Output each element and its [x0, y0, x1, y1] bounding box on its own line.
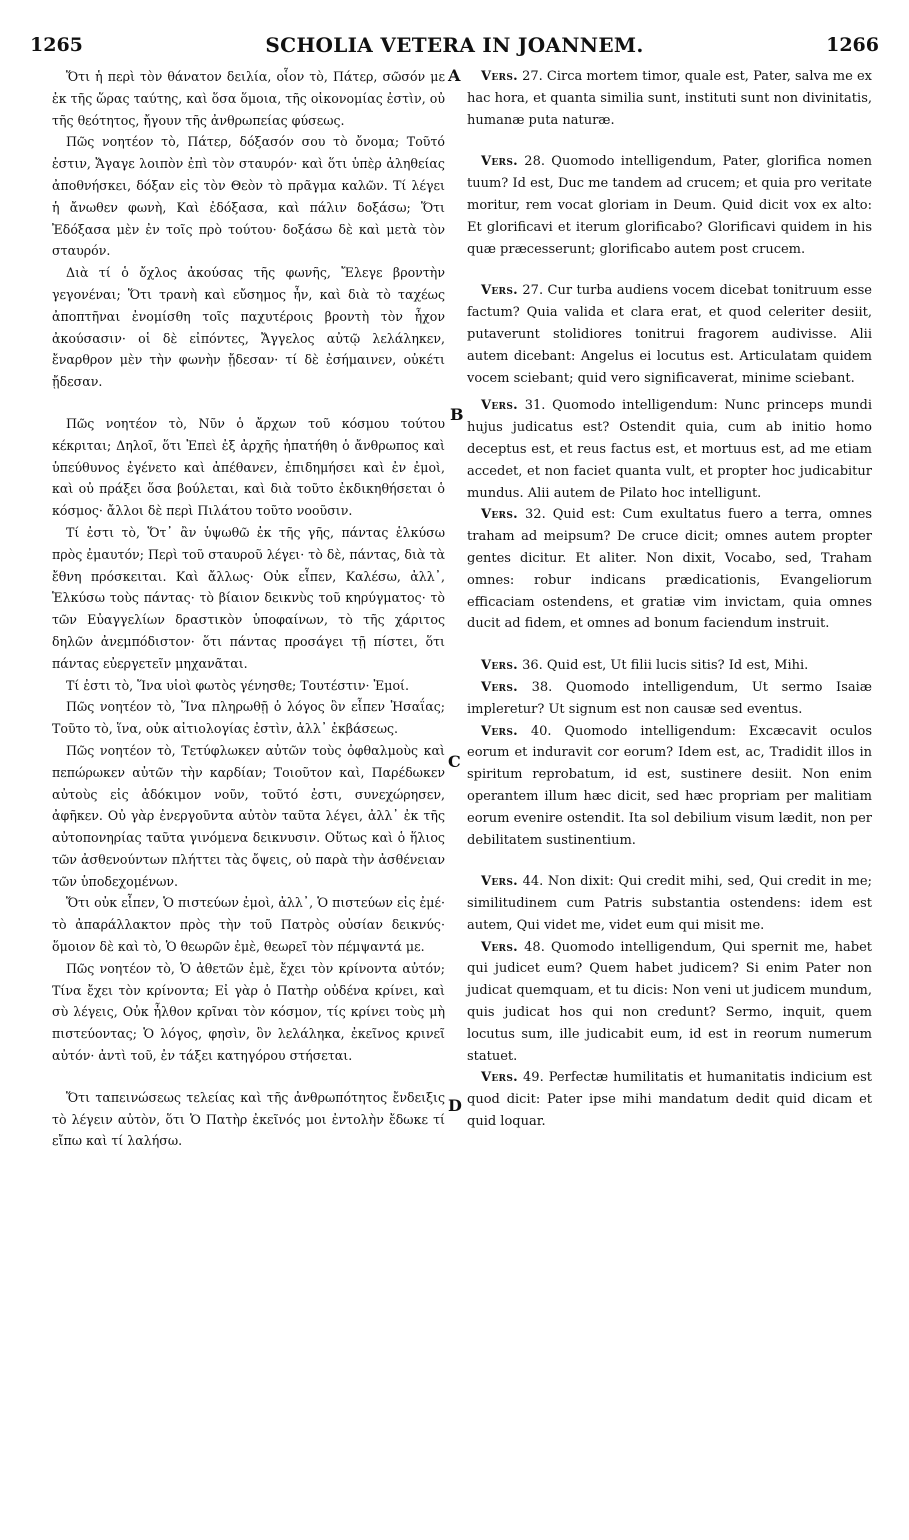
verse-ref: Vers.	[481, 723, 518, 739]
latin-text: 49. Perfectæ humilitatis et humanitatis indicium est quod dicit: Pater ipse mihi mandatum dedit quid dicam et quid loquar.	[467, 1070, 872, 1130]
latin-paragraph	[467, 151, 872, 260]
latin-text: 48. Quomodo intelligendum, Qui spernit me, habet qui judicet eum? Quem habet judicem? Si enim Pater non judicat quemquam, et tu dicis: Non veni ut judicem mundum, quis judicat hos qui non credunt? Sermo, inquit, quem locutus sum, ille judicabit eum, id est in reorum numerum statuet.	[467, 939, 872, 1064]
latin-paragraph	[467, 395, 872, 504]
verse-ref: Vers.	[481, 939, 518, 955]
greek-paragraph: Πῶς νοητέον τὸ, Ὁ ἀθετῶν ἐμὲ, ἔχει τὸν κρίνοντα αὐτόν; Τίνα ἔχει τὸν κρίνοντα; Εἰ γὰρ ὁ Πατὴρ οὐδένα κρίνει, καὶ σὺ λέγεις, Οὐκ ἦλθον κρῖναι τὸν κόσμον, τίς κρίνει τοὺς μὴ πιστεύοντας; Ὁ λόγος, φησὶν, ὃν λελάληκα, ἐκεῖνος κρινεῖ αὐτόν· ἀντὶ τοῦ, ἐν τάξει κατηγόρου στήσεται.	[52, 960, 445, 1064]
verse-ref: Vers.	[481, 283, 518, 299]
greek-column	[52, 66, 445, 1152]
latin-text: 28. Quomodo intelligendum, Pater, glorifica nomen tuum? Id est, Duc me tandem ad crucem; et quia pro veritate moritur, rem vocat gloriam in Deum. Quid dicit vox ex alto: Et glorificavi et iterum glorificabo? Glorificavi quidem in his quæ præcesserunt; glorificabo autem post crucem.	[467, 154, 872, 257]
greek-paragraph: Ὅτι ἡ περὶ τὸν θάνατον δειλία, οἷον τὸ, Πάτερ, σῶσόν με ἐκ τῆς ὥρας ταύτης, καὶ ὅσα ὅμοια, τῆς οἰκονομίας ἐστὶν, οὐ τῆς θεότητος, ἤγουν τῆς ἀνθρωπείας φύσεως.	[52, 69, 445, 128]
running-title: SCHOLIA VETERA IN JOANNEM.	[265, 33, 644, 57]
latin-paragraph	[467, 677, 872, 721]
latin-paragraph	[467, 871, 872, 936]
verse-ref: Vers.	[481, 1070, 518, 1086]
latin-paragraph	[467, 504, 872, 635]
column-marker-d: D	[448, 1096, 462, 1115]
latin-column	[467, 66, 872, 1133]
latin-paragraph	[467, 655, 872, 677]
column-marker-c: C	[448, 752, 461, 771]
latin-paragraph	[467, 937, 872, 1068]
column-marker-a: A	[448, 66, 461, 85]
verse-ref: Vers.	[481, 154, 518, 170]
verse-ref: Vers.	[481, 507, 518, 523]
latin-text: 40. Quomodo intelligendum: Excæcavit oculos eorum et induravit cor eorum? Idem est, ac, Tradidit illos in spiritum reprobatum, id est, sustinere desiit. Non enim operantem illum hæc dicit, sed hæc propriam per malitiam eorum evenire ostendit. Ita sol debilium visum lædit, non per debilitatem sustinentium.	[467, 723, 872, 848]
verse-ref: Vers.	[481, 398, 518, 414]
latin-text: 38. Quomodo intelligendum, Ut sermo Isaiæ impleretur? Ut signum est non causæ sed eventus.	[467, 679, 872, 717]
greek-paragraph: Ὅτι οὐκ εἶπεν, Ὁ πιστεύων ἐμοὶ, ἀλλ᾽, Ὁ πιστεύων εἰς ἐμέ· τὸ ἀπαράλλακτον πρὸς τὴν τοῦ Πατρὸς οὐσίαν δεικνύς· ὅμοιον δὲ καὶ τὸ, Ὁ θεωρῶν ἐμὲ, θεωρεῖ τὸν πέμψαντά με.	[52, 895, 445, 955]
greek-paragraph: Τί ἐστι τὸ, Ὅτ᾽ ἂν ὑψωθῶ ἐκ τῆς γῆς, πάντας ἑλκύσω πρὸς ἐμαυτόν; Περὶ τοῦ σταυροῦ λέγει· τὸ δὲ, πάντας, διὰ τὰ ἔθνη πρόσκειται. Καὶ ἄλλως· Οὐκ εἶπεν, Καλέσω, ἀλλ᾽, Ἑλκύσω τοὺς πάντας· τὸ βίαιον δεικνὺς τοῦ κηρύγματος· τὸ τῶν Εὐαγγελίων δραστικὸν ὑποφαίνων, τὸ τῆς χάριτος δηλῶν ἀνεμπόδιστον· ὅτι πάντας προσάγει τῇ πίστει, ὅτι πάντας εὐεργετεῖν μηχανᾶται.	[52, 524, 445, 671]
greek-paragraph: Τί ἐστι τὸ, Ἵνα υἱοὶ φωτὸς γένησθε; Τουτέστιν· Ἐμοί.	[66, 677, 409, 693]
greek-paragraph: Πῶς νοητέον τὸ, Νῦν ὁ ἄρχων τοῦ κόσμου τούτου κέκριται; Δηλοῖ, ὅτι Ἐπεὶ ἐξ ἀρχῆς ἠπατήθη ὁ ἄνθρωπος καὶ ὑπεύθυνος ἐγένετο καὶ ἀπέθανεν, ἐπιδημήσει καὶ ἐν ἐμοὶ, καὶ οὐ πράξει ὅσα βούλεται, καὶ διὰ τοῦτο ἐκδικηθήσεται ὁ κόσμος· ἄλλοι δὲ περὶ Πιλάτου τοῦτο νοοῦσιν.	[52, 415, 445, 519]
verse-ref: Vers.	[481, 679, 518, 695]
verse-ref: Vers.	[481, 874, 518, 890]
latin-paragraph	[467, 280, 872, 389]
latin-text: 27. Circa mortem timor, quale est, Pater, salva me ex hac hora, et quanta similia sunt, instituti sunt non divinitatis, humanæ puta naturæ.	[467, 69, 872, 128]
latin-text: 31. Quomodo intelligendum: Nunc princeps mundi hujus judicatus est? Ostendit quia, cum ab initio homo deceptus est, et reus factus est, et mortuus est, ad me etiam accedet, et non faciet quanta vult, et propter hoc judicabitur mundus. Alii autem de Pilato hoc intelligunt.	[467, 398, 872, 501]
greek-paragraph: Πῶς νοητέον τὸ, Ἵνα πληρωθῇ ὁ λόγος ὃν εἶπεν Ἡσαΐας; Τοῦτο τὸ, ἵνα, οὐκ αἰτιολογίας ἐστὶν, ἀλλ᾽ ἐκβάσεως.	[52, 699, 445, 737]
latin-paragraph	[467, 66, 872, 131]
page-number-left: 1265	[30, 34, 83, 56]
page-header	[30, 30, 879, 64]
latin-text: 36. Quid est, Ut filii lucis sitis? Id est, Mihi.	[522, 658, 809, 674]
page-number-right: 1266	[826, 34, 879, 56]
greek-paragraph: Πῶς νοητέον τὸ, Πάτερ, δόξασόν σου τὸ ὄνομα; Τοῦτό ἐστιν, Ἄγαγε λοιπὸν ἐπὶ τὸν σταυρόν· καὶ ὅτι ὑπὲρ ἀληθείας ἀποθνήσκει, δόξαν εἰς τὸν Θεὸν τὸ πρᾶγμα καλῶν. Τί λέγει ἡ ἄνωθεν φωνὴ, Καὶ ἐδόξασα, καὶ πάλιν δοξάσω; Ὅτι Ἐδόξασα μὲν ἐν τοῖς πρὸ τούτου· δοξάσω δὲ καὶ μετὰ τὸν σταυρόν.	[52, 134, 445, 259]
latin-text: 44. Non dixit: Qui credit mihi, sed, Qui credit in me; similitudinem cum Patris substantia ostendens: idem est autem, Qui videt me, videt eum qui misit me.	[467, 874, 872, 933]
verse-ref: Vers.	[481, 658, 518, 674]
verse-ref: Vers.	[481, 69, 518, 84]
latin-paragraph	[467, 1067, 872, 1132]
column-marker-b: B	[450, 405, 464, 424]
latin-paragraph	[467, 721, 872, 852]
greek-paragraph: Διὰ τί ὁ ὄχλος ἀκούσας τῆς φωνῆς, Ἔλεγε βροντὴν γεγονέναι; Ὅτι τρανὴ καὶ εὔσημος ἦν, καὶ διὰ τὸ ταχέως ἀποπτῆναι ἐνομίσθη τοῖς παχυτέροις βροντὴ τὸν ἦχον ἀκούσασιν· οἱ δὲ εἰπόντες, Ἄγγελος αὐτῷ λελάληκεν, ἔναρθρον μὲν τὴν φωνὴν ᾔδεσαν· τί δὲ ἐσήμαινεν, οὐκέτι ᾔδεσαν.	[52, 265, 445, 390]
greek-paragraph: Πῶς νοητέον τὸ, Τετύφλωκεν αὐτῶν τοὺς ὀφθαλμοὺς καὶ πεπώρωκεν αὐτῶν τὴν καρδίαν; Τοιοῦτον καὶ, Παρέδωκεν αὐτοὺς εἰς ἀδόκιμον νοῦν, τοῦτό ἐστι, συνεχώρησεν, ἀφῆκεν. Οὐ γὰρ ἐνεργοῦντα αὐτὸν ταῦτα λέγει, ἀλλ᾽ ἐκ τῆς αὐτοπονηρίας ταῦτα γινόμενα δεικνυσιν. Οὕτως καὶ ὁ ἥλιος τῶν ἀσθενούντων πλήττει τὰς ὄψεις, οὐ παρὰ τὴν ἀσθένειαν τῶν ὑποδεχομένων.	[52, 742, 445, 889]
latin-text: 32. Quid est: Cum exultatus fuero a terra, omnes traham ad meipsum? De cruce dicit; omnes autem propter gentes dicitur. Et aliter. Non dixit, Vocabo, sed, Traham omnes: robur indicans prædicationis, Evangeliorum efficaciam ostendens, et gratiæ vim invictam, quia omnes ducit ad fidem, et omnes ad bonum faciendum instruit.	[467, 507, 872, 632]
greek-paragraph: Ὅτι ταπεινώσεως τελείας καὶ τῆς ἀνθρωπότητος ἔνδειξις τὸ λέγειν αὐτὸν, ὅτι Ὁ Πατὴρ ἐκεῖνός μοι ἐντολὴν ἔδωκε τί εἴπω καὶ τί λαλήσω.	[52, 1089, 445, 1149]
latin-text: 27. Cur turba audiens vocem dicebat tonitruum esse factum? Quia valida et clara erat, et quod celeriter desiit, putaverunt stolidiores tonitrui fragorem audivisse. Alii autem dicebant: Angelus ei locutus est. Articulatam quidem vocem sciebant; quid vero significaverat, minime sciebant.	[467, 283, 872, 386]
